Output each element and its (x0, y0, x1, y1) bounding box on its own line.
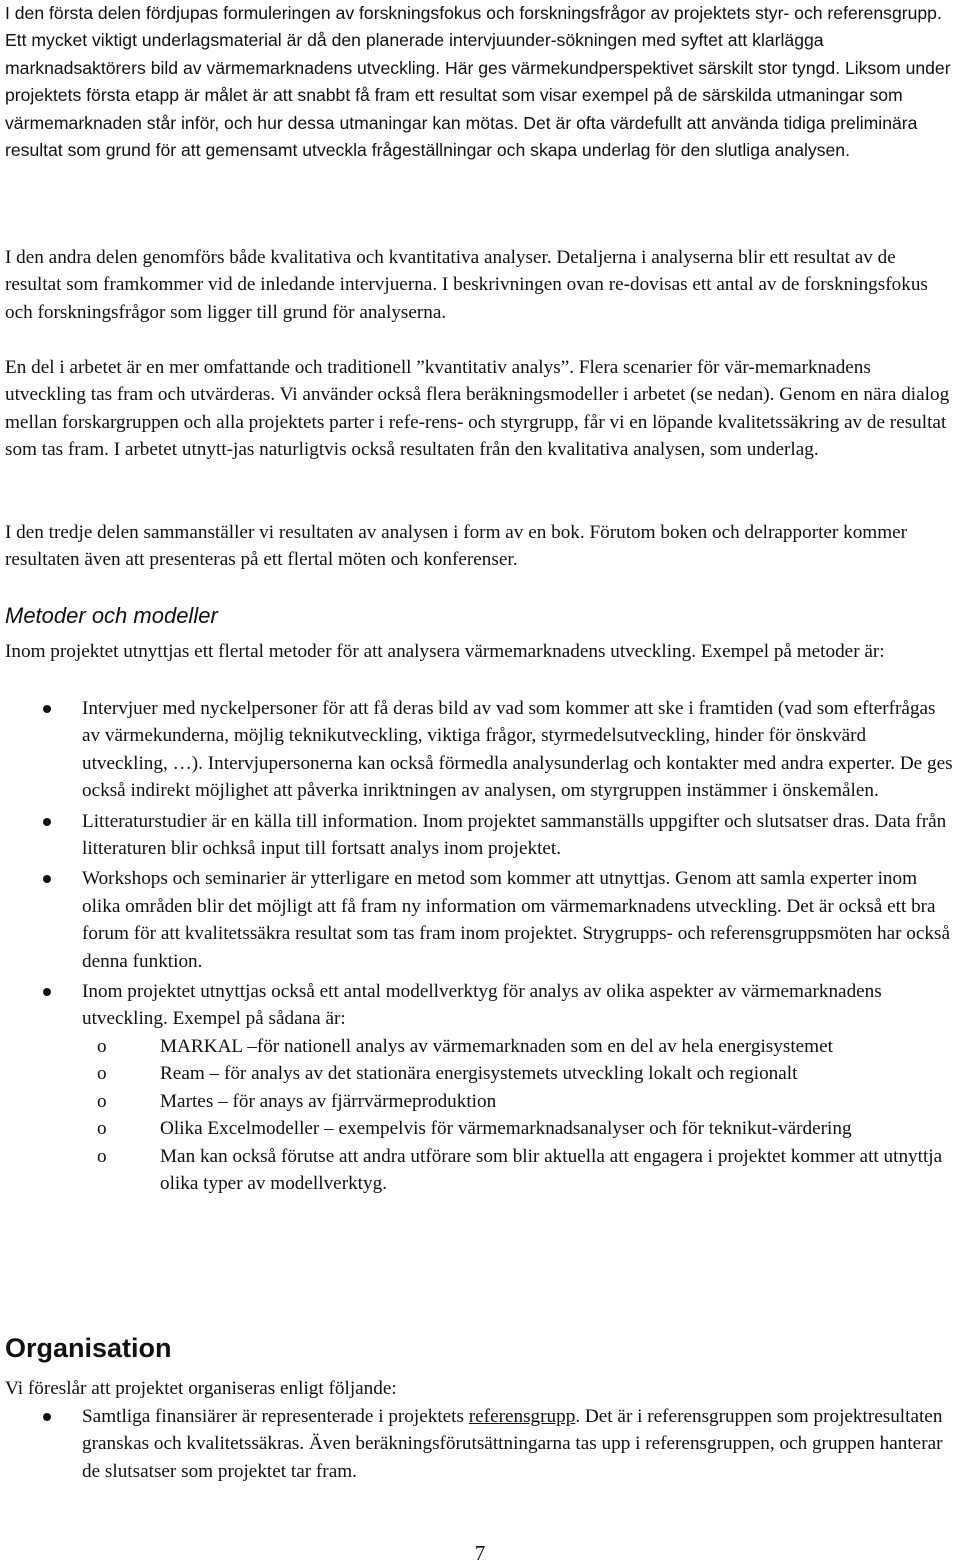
sub-bullet-marker: o (97, 1090, 107, 1112)
sub-list-item (82, 1143, 955, 1198)
bullet-text-post: . Det är i referensgruppen som projektresultaten granskas och kvalitetssäkras. Även beräkningsförutsättningarna tas upp i referensgruppen, och gruppen hanterar de slutsatser som projektet tar fram. (82, 1406, 943, 1482)
sub-bullet-text: Man kan också förutse att andra utförare som blir aktuella att engagera i projektet kommer att utnyttja olika typer av modellverktyg. (160, 1145, 943, 1194)
methods-list (5, 695, 955, 1197)
heading-organisation: Organisation (5, 1333, 172, 1363)
sub-bullet-text: Martes – för anays av fjärrvärmeproduktion (160, 1090, 497, 1112)
bullet-text-pre: Samtliga finansiärer är representerade i projektets (82, 1406, 469, 1427)
sub-bullet-marker: o (97, 1063, 107, 1085)
sub-bullet-marker: o (97, 1035, 107, 1057)
sub-list-item (82, 1033, 955, 1060)
sub-bullet-marker: o (97, 1118, 107, 1140)
bullet-text: Inom projektet utnyttjas också ett antal modellverktyg för analys av olika aspekter av värmemarknadens utveckling. Exempel på sådana är: (82, 981, 882, 1030)
bullet-text: Litteraturstudier är en källa till information. Inom projektet sammanställs uppgifter och slutsatser dras. Data från litteraturen blir ochkså input till fortsatt analys inom projektet. (82, 810, 947, 860)
paragraph-analysis: I den andra delen genomförs både kvalitativa och kvantitativa analyser. Detaljerna i analyserna blir ett resultat av de resultat som framkommer vid de inledande intervjuerna. I beskrivningen ovan re-dovisas ett antal av de forskningsfokus och forskningsfrågor som ligger till grund för analyserna. (5, 247, 928, 323)
sub-bullet-text: Ream – för analys av det stationära energisystemets utveckling lokalt och regionalt (160, 1063, 798, 1085)
list-item (5, 808, 955, 863)
paragraph-intro (5, 0, 955, 164)
paragraph-quantitative: En del i arbetet är en mer omfattande och traditionell ”kvantitativ analys”. Flera scenarier för vär-memarknadens utveckling tas fram och utvärderas. Vi använder också flera beräkningsmodeller i arbetet (se nedan). Genom en nära dialog mellan forskargruppen och alla projektets parter i refe-rens- och styrgrupp, får vi en löpande kvalitetssäkring av de resultat som tas fram. I arbetet utnytt-jas naturligtvis också resultaten från den kvalitativa analysen, som underlag. (5, 357, 950, 461)
sub-bullet-text: MARKAL –för nationell analys av värmemarknaden som en del av hela energisystemet (160, 1035, 833, 1057)
model-list (82, 1033, 955, 1197)
sub-list-item (82, 1115, 955, 1142)
paragraph-intro-text: I den första delen fördjupas formuleringen av forskningsfokus och forskningsfrågor av projektets styr- och referensgrupp. Ett mycket viktigt underlagsmaterial är då den planerade intervjuunder-sökningen med syftet att klarlägga marknadsaktörers bild av värmemarknadens utveckling. Här ges värmekundperspektivet särskilt stor tyngd. Liksom under projektets första etapp är målet är att snabbt få fram ett resultat som visar exempel på de särskilda utmaningar som värmemarknaden står inför, och hur dessa utmaningar kan mötas. Det är ofta värdefullt att använda tidiga preliminära resultat som grund för att gemensamt utveckla frågeställningar och skapa underlag för den slutliga analysen. (5, 3, 951, 161)
sub-bullet-text: Olika Excelmodeller – exempelvis för värmemarknadsanalyser och för teknikut-värdering (160, 1118, 852, 1140)
paragraph-book: I den tredje delen sammanställer vi resultaten av analysen i form av en bok. Förutom boken och delrapporter kommer resultaten även att presenteras på ett flertal möten och konferenser. (5, 522, 908, 571)
list-item (5, 695, 955, 805)
organisation-intro: Vi föreslår att projektet organiseras enligt följande: (5, 1378, 397, 1399)
list-item (5, 978, 955, 1197)
bullet-text: Workshops och seminarier är ytterligare en metod som kommer att utnyttjas. Genom att samla experter inom olika områden blir det möjligt att få fram ny information om värmemarknadens utveckling. Det är också ett bra forum för att kvalitetssäkra resultat som tas fram inom projektet. Strygrupps- och referensgruppsmöten har också denna funktion. (82, 868, 950, 972)
organisation-list (5, 1403, 955, 1485)
bullet-icon (43, 875, 51, 883)
bullet-icon (43, 1413, 51, 1421)
methods-intro: Inom projektet utnyttjas ett flertal metoder för att analysera värmemarknadens utveckling. Exempel på metoder är: (5, 641, 885, 662)
bullet-icon (43, 818, 51, 826)
sub-bullet-marker: o (97, 1145, 107, 1167)
referensgrupp-link[interactable]: referensgrupp (468, 1406, 576, 1427)
heading-methods: Metoder och modeller (5, 603, 218, 628)
page-number: 7 (474, 1541, 486, 1565)
sub-list-item (82, 1088, 955, 1115)
list-item (5, 865, 955, 975)
sub-list-item (82, 1060, 955, 1087)
list-item (5, 1403, 955, 1485)
bullet-text: Intervjuer med nyckelpersoner för att få deras bild av vad som kommer att ske i framtiden (vad som efterfrågas av värmekunderna, möjlig teknikutveckling, viktiga frågor, styrmedelsutveckling, hinder för önskvärd utveckling, …). Intervjupersonerna kan också förmedla analysunderlag och kontakter med andra experter. De ges också indirekt möjlighet att påverka inriktningen av analysen, om styrgruppen instämmer i önskemålen. (82, 698, 953, 802)
bullet-icon (43, 705, 51, 713)
bullet-icon (43, 988, 51, 996)
